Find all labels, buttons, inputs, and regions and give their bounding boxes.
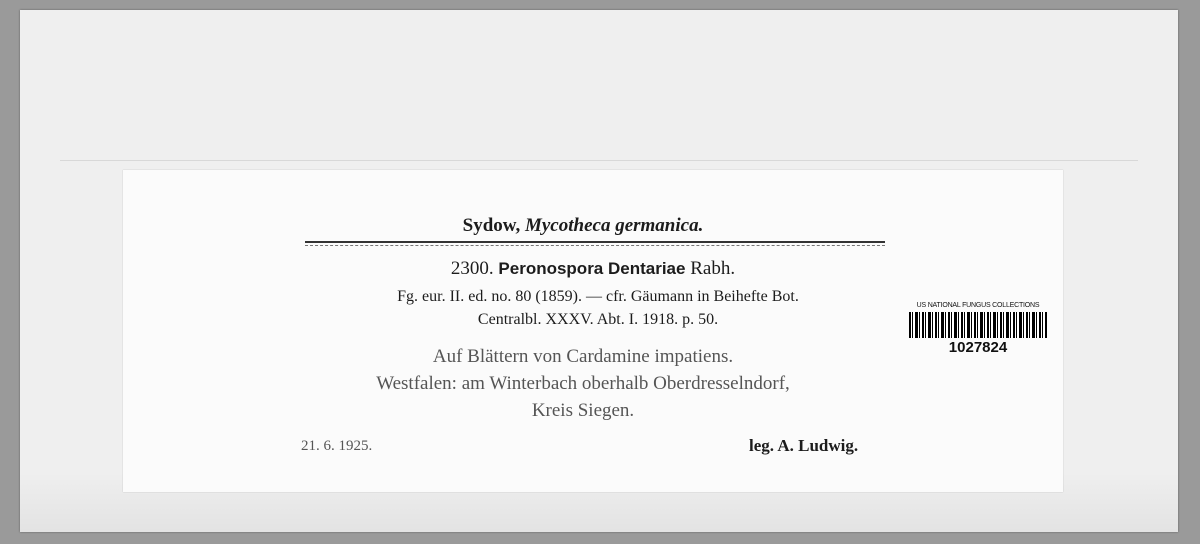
series-author: Sydow, [462,215,525,236]
envelope-flap-line [60,160,1138,161]
barcode-label [903,302,1053,372]
reference-line-2: Centralbl. XXXV. Abt. I. 1918. p. 50. [477,311,719,328]
collection-date: 21. 6. 1925. [301,438,373,454]
collector-name: A. Ludwig. [777,436,859,455]
title-rule-dashed [305,245,885,247]
species-name: Peronospora Dentariae [498,259,686,278]
collector [749,436,858,456]
series-name: Mycotheca germanica. [524,215,704,236]
collector-prefix: leg. [749,436,778,455]
species-number: 2300. [450,258,499,279]
series-title [413,215,753,237]
species-line [283,258,903,280]
barcode-header: US NATIONAL FUNGUS COLLECTIONS [916,302,1040,309]
title-rule [305,241,885,243]
barcode-number: 1027824 [948,339,1008,356]
species-author: Rabh. [685,258,736,279]
host-line-1: Auf Blättern von Cardamine impatiens. [432,346,734,367]
host-line-2: Westfalen: am Winterbach oberhalb Oberdresselndorf, [376,373,790,394]
barcode-icon [909,312,1047,338]
reference-line-1: Fg. eur. II. ed. no. 80 (1859). — cfr. Gäumann in Beihefte Bot. [397,288,799,305]
host-line-3: Kreis Siegen. [531,400,635,421]
herbarium-label [123,170,1063,492]
